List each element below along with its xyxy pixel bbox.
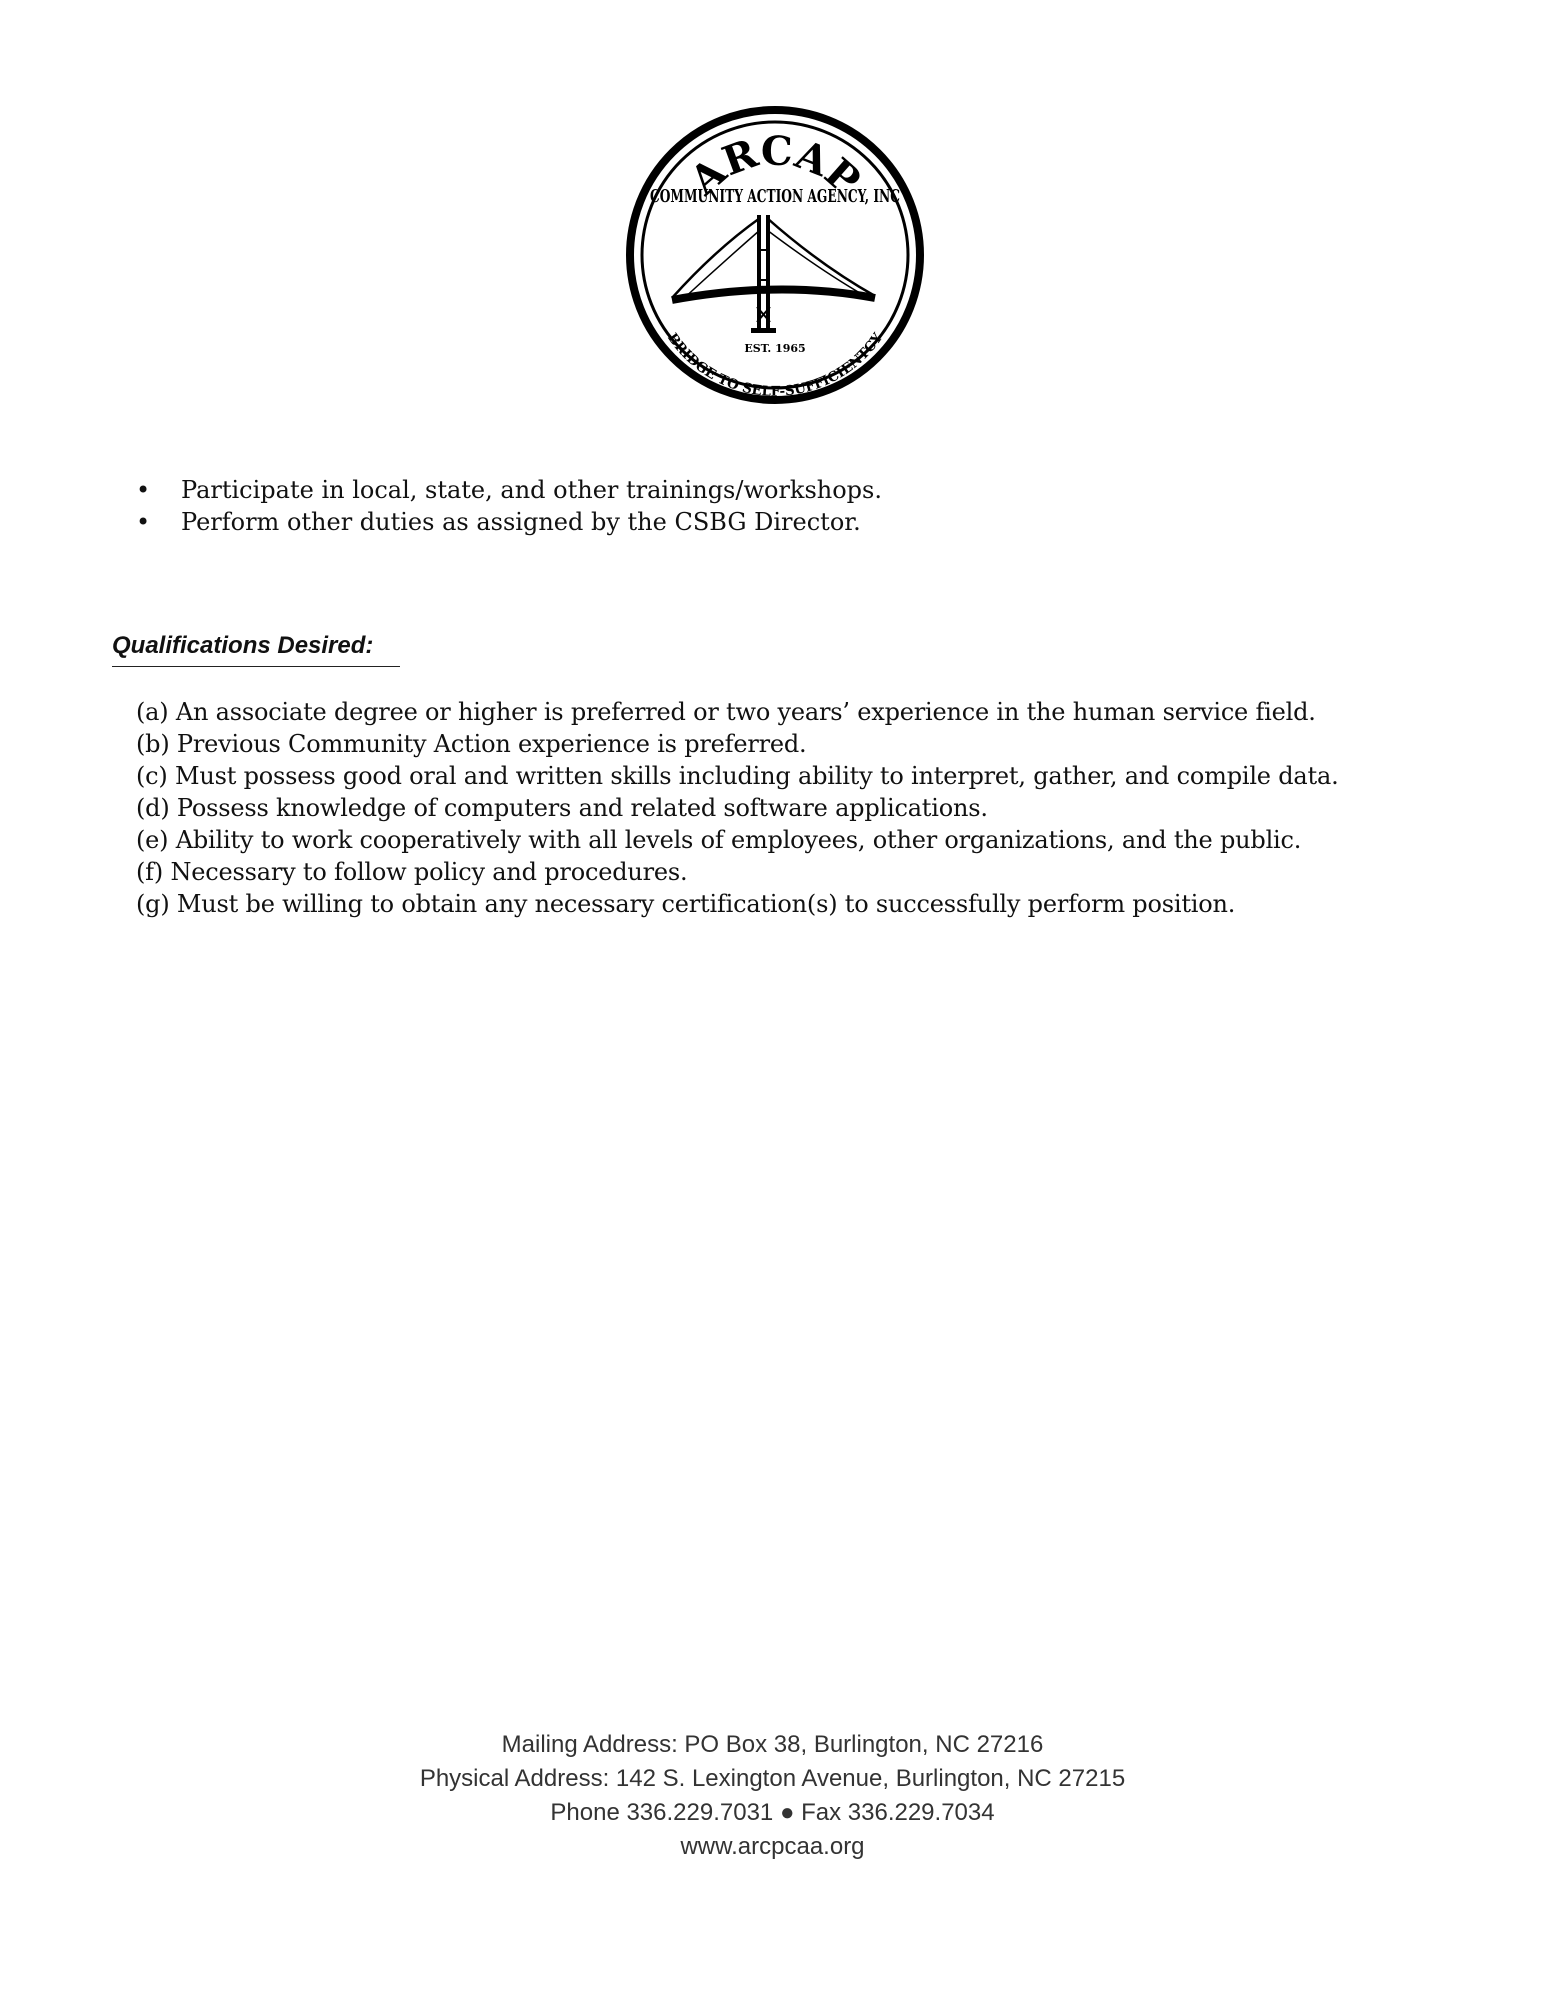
- list-item: (c) Must possess good oral and written skills including ability to interpret, gather, and compile data.: [136, 762, 1339, 790]
- svg-text:BRIDGE TO SELF-SUFFICIENTCY: [664, 330, 886, 400]
- bullet-icon: •: [136, 476, 151, 504]
- duties-list: [136, 474, 882, 538]
- list-item: (g) Must be willing to obtain any necessary certification(s) to successfully perform position.: [136, 890, 1236, 918]
- bridge-icon: [672, 215, 875, 333]
- arcap-logo: [620, 100, 930, 410]
- list-item: (f) Necessary to follow policy and procedures.: [136, 858, 688, 886]
- logo-tagline: BRIDGE TO SELF-SUFFICIENTCY: [664, 330, 886, 400]
- list-item: [136, 506, 882, 538]
- phone-fax: Phone 336.229.7031 ● Fax 336.229.7034: [550, 1799, 995, 1826]
- qualifications-list: [136, 696, 1339, 920]
- duty-text: Perform other duties as assigned by the CSBG Director.: [181, 508, 861, 536]
- physical-address: Physical Address: 142 S. Lexington Avenue, Burlington, NC 27215: [419, 1765, 1126, 1792]
- list-item: [136, 474, 882, 506]
- list-item: (a) An associate degree or higher is preferred or two years’ experience in the human service field.: [136, 698, 1316, 726]
- qualifications-heading: Qualifications Desired:: [112, 626, 400, 667]
- list-item: (d) Possess knowledge of computers and related software applications.: [136, 794, 988, 822]
- bullet-icon: •: [136, 508, 151, 536]
- arcap-seal-icon: [620, 100, 930, 410]
- mailing-address: Mailing Address: PO Box 38, Burlington, NC 27216: [501, 1731, 1044, 1758]
- duty-text: Participate in local, state, and other trainings/workshops.: [181, 476, 882, 504]
- website-link[interactable]: www.arcpcaa.org: [680, 1833, 865, 1860]
- logo-established: EST. 1965: [744, 342, 806, 355]
- list-item: (b) Previous Community Action experience is preferred.: [136, 730, 807, 758]
- list-item: (e) Ability to work cooperatively with all levels of employees, other organizations, and the public.: [136, 826, 1302, 854]
- logo-agency-name: COMMUNITY ACTION AGENCY, INC: [650, 187, 901, 207]
- page-footer: [0, 1728, 1545, 1864]
- logo-arcap-text: ARCAP: [681, 127, 870, 205]
